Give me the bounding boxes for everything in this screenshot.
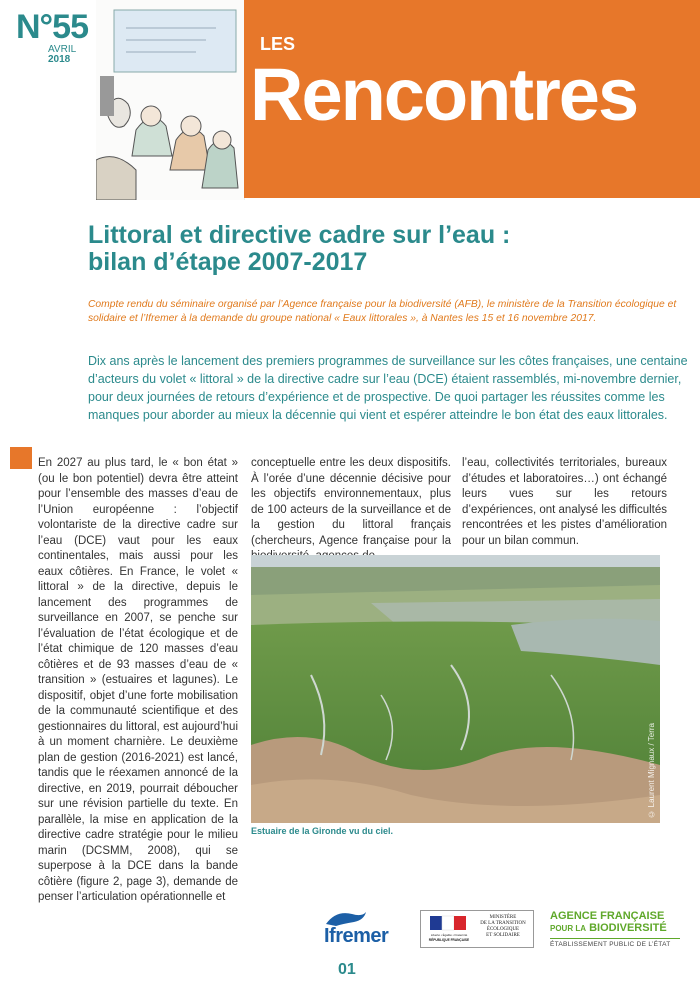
photo-caption: Estuaire de la Gironde vu du ciel. — [251, 826, 394, 836]
body-column-2: conceptuelle entre les deux dispositifs. À l’orée d’une décennie décisive pour les objectifs environnementaux, plus de 100 acteurs de la surveillance et de la gestion du littoral français (chercheurs, Agence française pour la — [251, 457, 451, 547]
title-banner — [244, 0, 700, 198]
afb-divider — [550, 938, 680, 939]
issue-number — [16, 8, 88, 47]
afb-line1: AGENCE FRANÇAISE — [550, 910, 665, 922]
afb-logo — [550, 910, 680, 948]
afb-line3: ÉTABLISSEMENT PUBLIC DE L’ÉTAT — [550, 941, 671, 948]
afb-line2-small: POUR LA — [550, 924, 586, 933]
marianne-flag-icon — [426, 914, 472, 944]
ministere-line: ÉCOLOGIQUE — [486, 927, 520, 932]
aerial-photo-gironde — [251, 555, 660, 823]
issue-month: AVRIL — [48, 44, 77, 55]
issue-year: 2018 — [48, 54, 71, 65]
afb-line2 — [550, 922, 680, 934]
afb-line2-main: BIODIVERSITÉ — [589, 922, 667, 934]
section-marker — [10, 447, 32, 469]
meeting-sketch-illustration — [96, 0, 245, 200]
ministere-line: MINISTÈRE — [489, 915, 517, 920]
ifremer-wordmark: Ifremer — [324, 925, 389, 947]
body-column-1: En 2027 au plus tard, le « bon état » (ou le bon potentiel) devra être atteint pour l’ensemble des masses d’eau de l’Union européenne : l’objectif volontariste de la directive cadre sur l’eau (DCE) vaut pour les eaux continentales, mais aussi pour les eaux côtières. En France, le volet « littoral » de la directive, depuis le lancement des programmes de surveillance en 2007, se penche sur l’évaluation de l’état écologique et de l’état chimique de 120 masses d’eau côtières et de 93 masses d’eau de « transition » (estuaires et lagunes). Le dispositif, objet d’une forte mobilisation de la communauté scientifique et des gestionnaires du littoral, est aujourd’hui à un moment charnière. Le deuxième plan de gestion (2016-2021) est lancé, tandis que le réexamen annoncé de la directive, en 2019, pourrait déboucher sur une révision partielle du texte. En parallèle, la mise en application de la directive cadre stratégie pour le milieu marin (DCSMM, 2008), qui se superpose à la DCE dans la bande côtière (figure 2, page 3), demande de penser l’articulation opérationnelle et — [38, 457, 238, 903]
ifremer-logo — [322, 908, 404, 946]
page-title-line2: bilan d’étape 2007-2017 — [88, 248, 368, 276]
ministere-name — [475, 915, 531, 939]
page-title-line1: Littoral et directive cadre sur l’eau : — [88, 221, 511, 249]
series-les: LES — [260, 34, 296, 54]
body-column-3: l’eau, collectivités territoriales, bureaux d’études et laboratoires…) ont échangé leurs vues sur les retours d’expériences, ont analysé les difficultés rencontrées et les pistes d’amélioration pour un bilan commun. — [462, 457, 667, 547]
issue-number-value: 55 — [52, 8, 88, 46]
ministere-line: ET SOLIDAIRE — [486, 933, 520, 938]
photo-credit: © Laurent Mignaux / Terra — [647, 723, 656, 819]
page-title — [88, 222, 668, 276]
intro-paragraph: Compte rendu du séminaire organisé par l’Agence française pour la biodiversité (AFB), le ministère de la Transition écologique et solidaire et l’Ifremer à la demande du groupe national « Eaux littorales », à Nantes les 15 et 16 novembre 2017. — [88, 299, 677, 324]
ministere-logo — [420, 910, 534, 948]
ministere-line: DE LA TRANSITION — [480, 921, 526, 926]
lead-paragraph: Dix ans après le lancement des premiers programmes de surveillance sur les côtes françaises, une centaine d’acteurs du volet « littoral » de la directive cadre sur l’eau (DCE) étaient rassemblés, mi-novembre dernier, pour deux journées de retours d’expérience et de prospective. De quoi partager les réussites comme les manques pour aborder au mieux la décennie qui vient et espérer atteindre le bon état des eaux littorales. — [88, 354, 688, 422]
rf-motto: Liberté • Égalité • Fraternité — [430, 933, 468, 937]
series-title: Rencontres — [250, 53, 638, 136]
page-number: 01 — [338, 961, 356, 978]
rf-name: RÉPUBLIQUE FRANÇAISE — [428, 938, 470, 942]
issue-prefix: N° — [16, 8, 53, 46]
